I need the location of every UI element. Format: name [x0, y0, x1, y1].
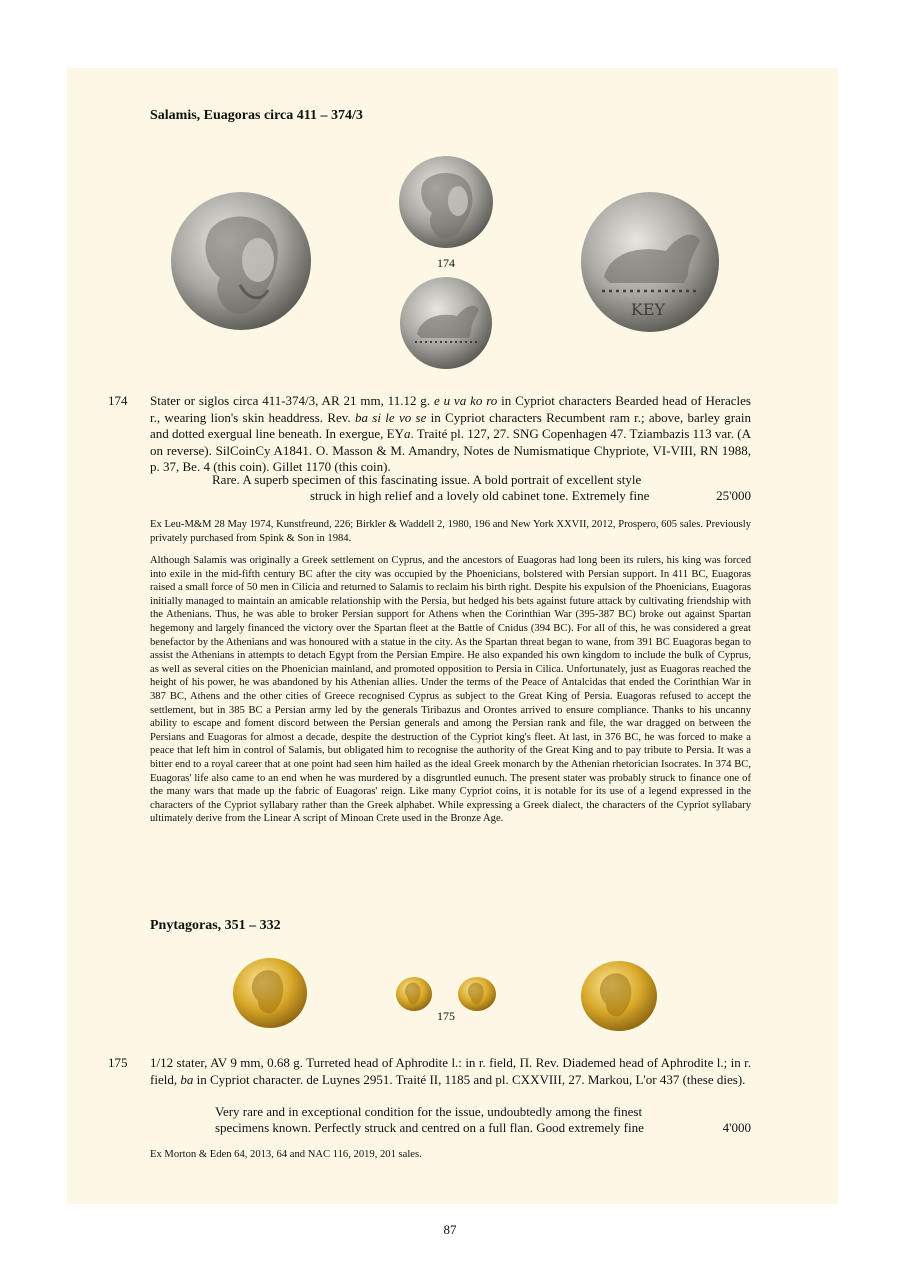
lot-175-description: 1/12 stater, AV 9 mm, 0.68 g. Turreted head of Aphrodite l.: in r. field, Π. Rev. Diademed head of Aphrodite l.; in r. field, ba in Cypriot character. de Luynes 2951. Traité II, 1185 and pl. CXXVIII, 27. Markou, L'or 437 (these dies).	[150, 1055, 751, 1087]
coin-175-obverse-enlarged	[232, 957, 308, 1029]
lot-175-condition-line2: specimens known. Perfectly struck and centred on a full flan. Good extremely fine	[215, 1120, 644, 1135]
lot-174-heading: Salamis, Euagoras circa 411 – 374/3	[150, 108, 363, 123]
lot-175-heading: Pnytagoras, 351 – 332	[150, 918, 281, 933]
page-number: 87	[443, 1222, 457, 1237]
lot-174-historical-note: Although Salamis was originally a Greek settlement on Cyprus, and the ancestors of Euagoras had long been its rulers, his king was forced into exile in the mid-fifth century BC after the city was occupied by the Phoenicians, bolstered with Persian support. In 411 BC, Euagoras raised a small force of 50 men in Cilicia and returned to Salamis to reclaim his birth right. Despite his expulsion of the Phoenicians, Euagoras initially managed to maintain an amicable relationship with the Persia, but hedged his bets against future attack by cultivating friendship with the Athenians. Thus, he was able to broker Persian support for Athens when the Corinthian War (395-387 BC) broke out against Spartan hegemony and largely financed the victory over the Spartan fleet at the Battle of Cnidus (394 BC). For all of this, he was considered a great benefactor by the Athenians and was honoured with a statue in the city. As the Spartan threat began to wane, from 391 BC Euagoras began to assist the Athenians in attempts to detach Egypt from the Persian Empire. He also expanded his own kingdom to include the bulk of Cyprus, as well as several cities on the Phoenician mainland, and promoted opposition to Persia in Cilica. Unfortunately, just as Euagoras reached the height of his power, he was abandoned by his Athenian allies. Under the terms of the Peace of Antalcidas that ended the Corinthian War in 387 BC, Athens and the other cities of Greece recognised Cyprus as subject to the Great King of Persia. Euagoras refused to accept the settlement, but in 385 BC a Persian army led by the generals Tiribazus and Orontes arrived to ensure compliance. Thanks to his uncanny ability to escape and foment discord between the Persian generals and among the Persian rank and file, the war dragged on between the Persians and Euagoras for almost a decade, despite the destruction of the Cypriot king's fleet. At last, in 376 BC, he was forced to make a peace that left him in control of Salamis, but obligated him to recognise the authority of the Great King and to pay tribute to Persia. It was a bitter end to a royal career that at one point had seen him hailed as the ideal Greek monarch by the Athenian rhetorician Isocrates. In 374 BC, Euagoras' life also came to an end when he was murdered by a disgruntled eunuch. The present stater was probably struck to finance one of the many wars that made up the fabric of Euagoras' reign. Like many Cypriot coins, it is notable for its use of a legend expressed in the characters of the Cypriot syllabary rather than the Greek alphabet. While expressing a Greek dialect, the characters of the Cypriot syllabary ultimately derive from the Linear A script of Minoan Crete used in the Bronze Age.	[150, 555, 751, 825]
image-label-174: 174	[437, 256, 455, 270]
lot-174-condition-line1: Rare. A superb specimen of this fascinating issue. A bold portrait of excellent style	[212, 472, 642, 487]
coin-174-obverse-enlarged	[170, 190, 312, 332]
lot-174-description: Stater or siglos circa 411-374/3, AR 21 mm, 11.12 g. e u va ko ro in Cypriot characters Bearded head of Heracles r., wearing lion's skin headdress. Rev. ba si le vo se in Cypriot characters Recumbent ram r.; above, barley grain and dotted exergual line beneath. In exergue, EYa. Traité pl. 127, 27. SNG Copenhagen 47. Tziambazis 113 var. (A on reverse). SilCoinCy A1841. O. Masson & M. Amandry, Notes de Numismatique Chypriote, VI-VIII, RN 1988, p. 37, Be. 4 (this coin). Gillet 1170 (this coin).	[150, 393, 752, 474]
lot-174-condition-line2: struck in high relief and a lovely old cabinet tone. Extremely fine	[310, 488, 650, 503]
coin-174-obverse	[398, 155, 494, 249]
lot-174-provenance: Ex Leu-M&M 28 May 1974, Kunstfreund, 226; Birkler & Waddell 2, 1980, 196 and New York XXVII, 2012, Prospero, 605 sales. Previously privately purchased from Spink & Son in 1984.	[150, 519, 751, 544]
svg-text:ΚΕΥ: ΚΕΥ	[630, 300, 666, 319]
lot-174-number: 174	[108, 393, 128, 408]
image-label-175: 175	[437, 1009, 455, 1023]
coin-175-reverse-enlarged	[580, 960, 658, 1032]
coin-175-obverse	[395, 976, 433, 1012]
coin-174-reverse-enlarged	[580, 191, 720, 333]
coin-175-reverse	[457, 976, 497, 1012]
lot-175-number: 175	[108, 1055, 128, 1070]
lot-175-condition-line1: Very rare and in exceptional condition for the issue, undoubtedly among the finest	[215, 1104, 643, 1119]
lot-175-price: 4'000	[722, 1120, 751, 1135]
lot-175-provenance: Ex Morton & Eden 64, 2013, 64 and NAC 116, 2019, 201 sales.	[150, 1149, 422, 1160]
coin-174-reverse	[399, 276, 493, 370]
lot-174-price: 25'000	[716, 488, 751, 503]
